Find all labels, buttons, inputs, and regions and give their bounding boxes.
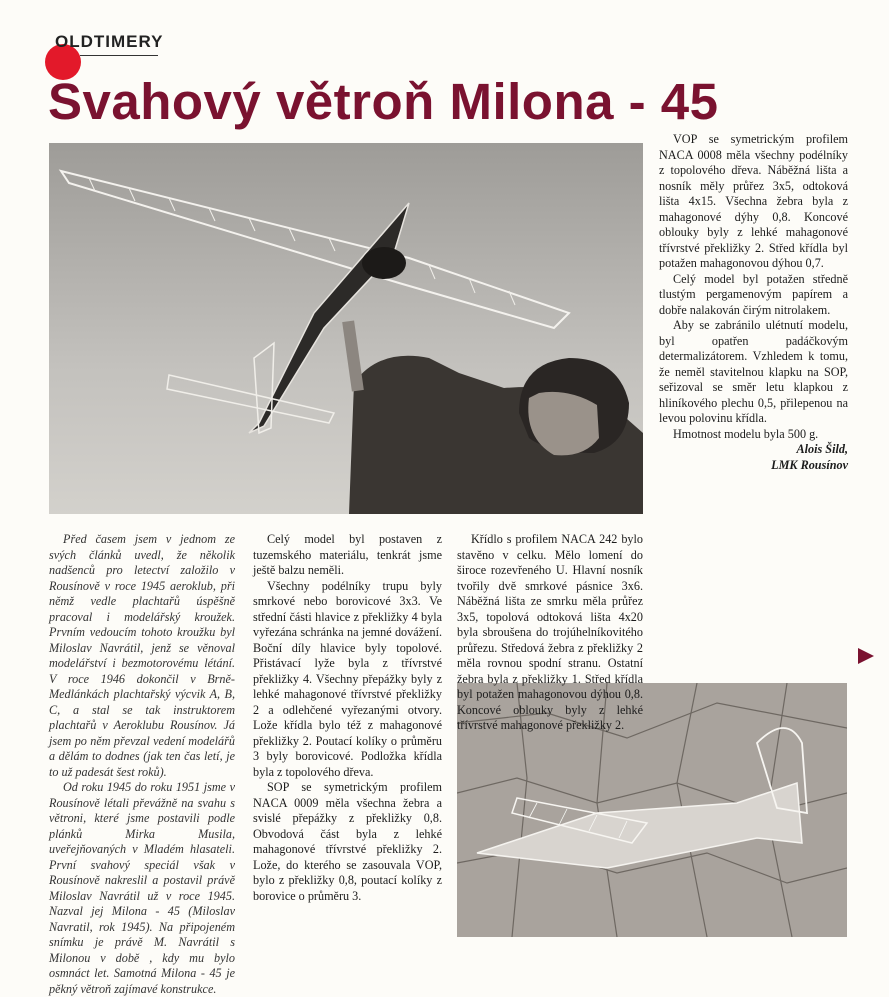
continue-arrow-icon: [858, 648, 874, 664]
body-paragraph: Křídlo s profilem NACA 242 bylo stavěno v celku. Mělo lomení do široce rozevřeného U. Hlavní nosník tvořily dvě smrkové pásnice 3x6. Náběžná lišta ze smrku měla průřez 3x5, topolová odtoková lišta 4x20 byla sbroušena do trojúhelníkovitého průřezu. Středová žebra z překližky 2 měla rovnou spodní stranu. Ostatní žebra byla z překližky 1. Střed křídla byl potažen mahagonovou dýhou 0,8. Koncové oblouky byly z lehké třívrstvé mahagonové překližky 2.: [457, 532, 643, 732]
author-name: Alois Šild,: [796, 442, 848, 456]
column-1: [49, 532, 235, 997]
body-paragraph: Všechny podélníky trupu byly smrkové nebo borovicové 3x3. Ve střední části hlavice z překližky 4 byla vyřezána schránka na jemné dovážení. Boční díly hlavice byly topolové. Přistávací lyže byla z třívrstvé překližky 4. Všechny přepážky byly z lehké mahagonové třívrstvé překližky 2 a odlehčené vyřezanými otvory. Lože křídla bylo též z mahagonové překližky 2. Poutací kolíky o průměru 3 byly borovicové. Podložka křídla byla z topolového dřeva.: [253, 578, 442, 779]
main-photo: [49, 143, 643, 514]
intro-paragraph: Před časem jsem v jednom ze svých článků uvedl, že několik nadšenců pro letectví založilo v Rousínově v roce 1945 aeroklub, při němž vedle plachtařů úspěšně pracoval i modelářský kroužek. Prvním vedoucím tohoto kroužku byl Miloslav Navrátil, jenž se věnoval modelářství i bezmotorovému létání. V roce 1946 dokončil v Brně-Medlánkách plachtařský výcvik A, B, C, a stal se tak instruktorem plachtařů v Aeroklubu Rousínov. Já jsem po něm převzal vedení modelářů a dělám to dodnes (jak ten čas letí, je to už padesát šest roků).: [49, 532, 235, 779]
body-paragraph: Celý model byl potažen středně tlustým pergamenovým papírem a dobře nalakován čirým nitrolakem.: [659, 271, 848, 317]
body-paragraph: Celý model byl postaven z tuzemského materiálu, tenkrát jsme ještě balzu neměli.: [253, 532, 442, 577]
intro-paragraph-2: Od roku 1945 do roku 1951 jsme v Rousínově létali převážně na svahu s větroni, které jsme postavili podle plánků Mirka Musila, uveřejňovaných v Mladém hlasateli. První svahový speciál však v Rousínově nakreslil a postavil právě Miloslav Navrátil už v roce 1945. Nazval jej Milona - 45 (Miloslav Navratil, rok 1945). Na připojeném snímku je právě M. Navrátil s Milonou v době , kdy mu bylo osmnáct let. Samotná Milona - 45 je pěkný větroň zajímavé konstrukce.: [49, 780, 235, 996]
author-club: LMK Rousínov: [771, 457, 848, 472]
body-paragraph: SOP se symetrickým profilem NACA 0009 měla všechna žebra a svislé přepážky z překližky 0,8. Obvodová část byla z lehké mahagonové třívrstvé překližky 2. Lože, do kterého se zasouvala VOP, bylo z překližky 0,8, poutací kolíky z borovice o průměru 3.: [253, 780, 442, 903]
body-paragraph: Hmotnost modelu byla 500 g.: [673, 426, 819, 441]
article-headline: Svahový větroň Milona - 45: [48, 73, 719, 130]
section-label: OLDTIMERY: [55, 32, 164, 51]
column-2: [253, 532, 442, 904]
section-divider: [80, 55, 158, 56]
column-4: [659, 132, 848, 473]
body-paragraph: Aby se zabránilo ulétnutí modelu, byl opatřen padáčkovým determalizátorem. Vzhledem k tomu, že neměl stavitelnou klapku na SOP, seřizoval se směr letu klapkou z hliníkového plechu 0,5, přilepenou na levou polovinu křídla.: [659, 318, 848, 425]
column-3: [457, 532, 643, 734]
body-paragraph: VOP se symetrickým profilem NACA 0008 měla všechny podélníky z topolového dřeva. Náběžná lišta a nosník měly průřez 3x5, odtoková lišta 4x15. Všechna žebra byla z mahagonové dýhy 0,8. Koncové oblouky byly z lehké mahagonové třívrstvé překližky 2. Střed křídla byl potažen mahagonovou dýhou 0,7.: [659, 132, 848, 270]
